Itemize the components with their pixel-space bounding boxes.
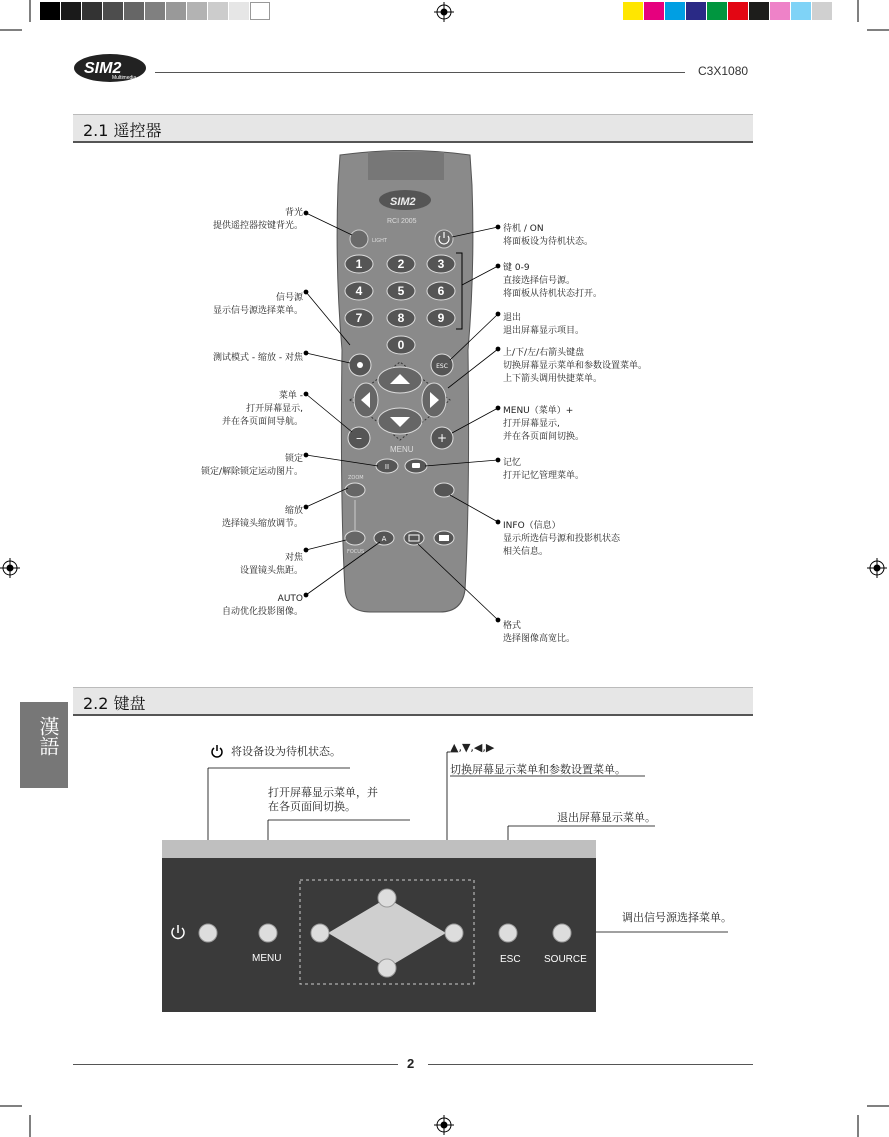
callout-title: 对焦: [284, 553, 303, 563]
kb-standby-desc: 将设备设为待机状态。: [231, 745, 341, 758]
section-header-remote: [73, 114, 753, 143]
info-button[interactable]: [434, 483, 454, 497]
plus-label: +: [436, 431, 448, 445]
menu-label: MENU: [390, 445, 414, 454]
language-tab: [20, 702, 68, 788]
menu-plus-callout: [503, 405, 584, 444]
callout-desc: 并在各页面间导航。: [221, 417, 303, 427]
callout-desc: 打开屏幕显示,: [246, 404, 303, 414]
callout-desc: 自动优化投影图像。: [221, 607, 303, 617]
page-number: 2: [407, 1056, 415, 1071]
keyboard-diagram: [150, 730, 750, 1020]
kb-esc-button[interactable]: [499, 924, 517, 942]
zoom-callout: [222, 505, 303, 531]
key-label: 8: [397, 311, 405, 325]
esc-label: ESC: [436, 363, 448, 370]
kb-menu-button[interactable]: [259, 924, 277, 942]
logo-text: SIM2: [84, 60, 122, 77]
callout-title: 菜单 -: [278, 391, 303, 401]
svg-text:II: II: [384, 463, 390, 471]
key-label: 1: [355, 257, 363, 271]
callout-desc: 设置镜头焦距。: [239, 566, 303, 576]
key-label: 3: [437, 257, 445, 271]
registration-mark-top: [434, 2, 454, 22]
ir-window: [368, 152, 444, 180]
test-callout: [213, 352, 303, 365]
callout-desc: 选择图像高宽比。: [503, 634, 576, 644]
kb-standby-button[interactable]: [199, 924, 217, 942]
callout-desc: 退出屏幕显示项目。: [503, 326, 585, 336]
callout-title: 记忆: [503, 458, 522, 468]
callout-title: 锁定: [284, 454, 303, 464]
footer-rule-right: [428, 1064, 753, 1065]
key-label: 6: [437, 284, 445, 298]
callout-desc: 相关信息。: [503, 547, 549, 557]
key-label: 7: [355, 311, 363, 325]
format-callout: [503, 620, 575, 646]
language-tab-label: 漢語: [36, 716, 60, 756]
kb-up-button[interactable]: [378, 889, 396, 907]
kb-source-label: SOURCE: [544, 954, 587, 965]
section-title: 2.1 遥控器: [83, 121, 162, 140]
logo-subtext: Multimedia: [112, 75, 137, 81]
callout-title: 缩放: [284, 506, 303, 516]
kb-arrows-desc: 切换屏幕显示菜单和参数设置菜单。: [450, 763, 626, 776]
callout-title: INFO（信息）: [503, 521, 561, 531]
section-header-keyboard: [73, 687, 753, 716]
light-label: LIGHT: [372, 238, 387, 244]
callout-desc: 切换屏幕显示菜单和参数设置菜单。: [503, 361, 648, 371]
keyboard-top-strip: [162, 840, 596, 858]
callout-desc: 将面板从待机状态打开。: [503, 289, 603, 299]
key-label: 2: [397, 257, 405, 271]
format-button[interactable]: [404, 531, 424, 545]
key-label: 9: [437, 311, 445, 325]
key-label: 0: [397, 338, 405, 352]
kb-source-desc: 调出信号源选择菜单。: [622, 911, 732, 924]
exit-callout: [503, 312, 584, 338]
kb-down-button[interactable]: [378, 959, 396, 977]
key-label: 5: [397, 284, 405, 298]
callout-desc: 直接选择信号源。: [503, 276, 576, 286]
kb-esc-desc: 退出屏幕显示菜单。: [557, 811, 656, 824]
callout-title: 键 0-9: [503, 263, 530, 273]
info-callout: [503, 520, 620, 559]
callout-desc: 将面板设为待机状态。: [503, 237, 594, 247]
backlight-callout: [213, 207, 303, 233]
light-button[interactable]: [350, 230, 368, 248]
auto-key-label: A: [381, 535, 387, 543]
kb-arrows-title: ▲,▼,◀,▶: [450, 741, 495, 754]
callout-title: 退出: [503, 313, 522, 323]
focus-button[interactable]: [345, 531, 365, 545]
source-callout: [213, 292, 303, 318]
callout-desc: 锁定/解除锁定运动图片。: [200, 467, 303, 477]
callout-title: 待机 / ON: [503, 224, 544, 234]
minus-label: –: [356, 431, 362, 445]
standby-callout: [503, 223, 593, 249]
kb-right-button[interactable]: [445, 924, 463, 942]
callout-title: MENU（菜单）+: [503, 406, 574, 416]
zoom-label: ZOOM: [348, 475, 364, 481]
focus-label: FOCUS: [347, 549, 365, 555]
kb-menu-label: MENU: [252, 953, 282, 964]
memory-callout: [503, 457, 584, 483]
kb-source-button[interactable]: [553, 924, 571, 942]
kb-menu-desc-line2: 在各页面间切换。: [268, 800, 356, 813]
registration-mark-bottom: [434, 1115, 454, 1135]
callout-desc: 显示所选信号源和投影机状态: [503, 534, 621, 544]
zoom-button[interactable]: [345, 483, 365, 497]
kb-esc-label: ESC: [500, 954, 521, 965]
model-name: C3X1080: [698, 64, 749, 78]
callout-title: 格式: [503, 621, 522, 631]
callout-desc: 打开记忆管理菜单。: [503, 471, 585, 481]
callout-desc: 显示信号源选择菜单。: [212, 306, 303, 316]
focus-callout: [240, 552, 303, 578]
registration-mark-left: [0, 558, 20, 578]
registration-mark-right: [867, 558, 887, 578]
header-rule: [155, 72, 685, 73]
footer-rule-left: [73, 1064, 398, 1065]
callout-desc: 并在各页面间切换。: [503, 432, 585, 442]
callout-desc: 打开屏幕显示,: [503, 419, 560, 429]
arrows-callout: [503, 347, 647, 386]
remote-model: RCI 2005: [387, 218, 417, 225]
kb-menu-desc-line1: 打开屏幕显示菜单，并: [268, 786, 378, 799]
number-keys-callout: [503, 262, 602, 301]
callout-title: 上/下/左/右箭头键盘: [503, 348, 585, 358]
callout-title: 测试模式 - 缩放 - 对焦: [213, 353, 303, 363]
menu-minus-callout: [222, 390, 303, 429]
kb-left-button[interactable]: [311, 924, 329, 942]
auto-callout: [222, 593, 303, 619]
callout-title: 背光: [284, 208, 303, 218]
callout-desc: 上下箭头调用快捷菜单。: [503, 374, 603, 384]
callout-desc: 提供遥控器按键背光。: [212, 221, 303, 231]
sim2-logo: [72, 52, 148, 84]
remote-brand: SIM2: [390, 196, 416, 208]
callout-desc: 选择镜头缩放调节。: [221, 519, 303, 529]
callout-title: AUTO: [277, 594, 303, 604]
callout-title: 信号源: [275, 293, 303, 303]
key-label: 4: [355, 284, 363, 298]
section-title: 2.2 键盘: [83, 694, 146, 713]
lock-callout: [201, 453, 303, 479]
